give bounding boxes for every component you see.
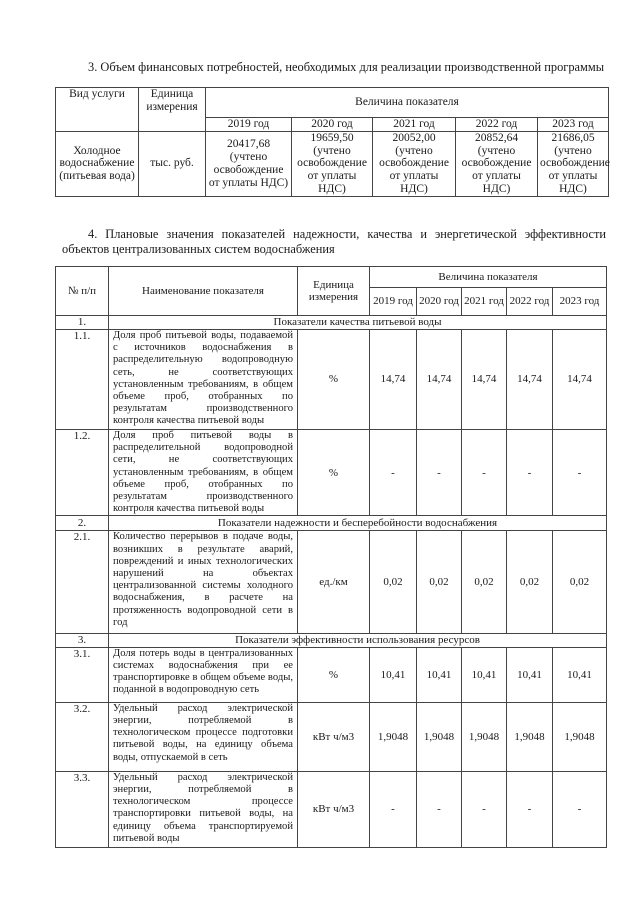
row-value: 1,9048 <box>462 702 507 771</box>
row-value: 1,9048 <box>370 702 417 771</box>
service-cell: Холодное водоснабжение (питьевая вода) <box>56 131 139 196</box>
row-value: 0,02 <box>507 531 553 634</box>
row-value: 14,74 <box>553 330 607 430</box>
row-num: 1.2. <box>56 430 109 516</box>
table-row <box>56 131 609 196</box>
table-row <box>56 647 607 702</box>
row-unit: кВт ч/м3 <box>298 702 370 771</box>
row-name: Удельный расход электрической энергии, потребляемой в технологическом процессе подготовки питьевой воды, на единицу объема воды, отпускаемой в сеть <box>109 702 298 771</box>
value-cell <box>456 131 538 196</box>
section-row <box>56 516 607 531</box>
section-num: 2. <box>56 516 109 531</box>
note: (учтено освобождение от уплаты НДС) <box>208 150 289 189</box>
row-value: - <box>553 771 607 847</box>
row-value: 14,74 <box>370 330 417 430</box>
section-title: Показатели качества питьевой воды <box>109 316 607 330</box>
header-value-group: Величина показателя <box>370 267 607 288</box>
amount: 20417,68 <box>226 138 271 151</box>
header-unit: Единица измерения <box>139 88 206 132</box>
note: (учтено освобождение от уплаты НДС) <box>461 144 532 195</box>
row-name: Доля потерь воды в централизованных системах водоснабжения при ее транспортировке в общем объеме воды, поданной в водопроводную сеть <box>109 647 298 702</box>
row-value: 14,74 <box>507 330 553 430</box>
table-row <box>56 531 607 634</box>
row-value: 10,41 <box>553 647 607 702</box>
row-value: 0,02 <box>370 531 417 634</box>
row-value: - <box>417 771 462 847</box>
table-row <box>56 702 607 771</box>
amount: 20052,00 <box>392 131 436 144</box>
row-value: 10,41 <box>507 647 553 702</box>
value-cell <box>373 131 456 196</box>
header-year: 2019 год <box>206 118 292 132</box>
amount: 19659,50 <box>310 131 354 144</box>
header-year: 2020 год <box>417 288 462 316</box>
value-cell <box>206 131 292 196</box>
value-cell <box>292 131 373 196</box>
financial-needs-table <box>55 87 609 197</box>
header-year: 2019 год <box>370 288 417 316</box>
note: (учтено освобождение от уплаты НДС) <box>540 144 610 195</box>
row-num: 3.3. <box>56 771 109 847</box>
unit-cell: тыс. руб. <box>139 131 206 196</box>
header-unit: Единица измерения <box>298 267 370 316</box>
section-row <box>56 316 607 330</box>
row-value: 1,9048 <box>507 702 553 771</box>
row-value: 1,9048 <box>553 702 607 771</box>
amount: 20852,64 <box>474 131 519 144</box>
header-num: № п/п <box>56 267 109 316</box>
row-unit: кВт ч/м3 <box>298 771 370 847</box>
row-value: 0,02 <box>553 531 607 634</box>
row-name: Доля проб питьевой воды, подаваемой с источников водоснабжения в распределительную водопроводную сеть, не соответствующих установленным требованиям, в общем объеме проб, отобранных по результатам производственного контроля качества питьевой воды <box>109 330 298 430</box>
row-unit: % <box>298 430 370 516</box>
row-value: 1,9048 <box>417 702 462 771</box>
section4-heading: 4. Плановые значения показателей надежности, качества и энергетической эффективности объектов централизованных систем водоснабжения <box>62 227 606 256</box>
row-value: 14,74 <box>417 330 462 430</box>
header-year: 2023 год <box>553 288 607 316</box>
header-year: 2022 год <box>507 288 553 316</box>
row-name: Доля проб питьевой воды в распределительной водопроводной сети, не соответствующих установленным требованиям, в общем объеме проб, отобранных по результатам производственного контроля качества питьевой воды <box>109 430 298 516</box>
indicators-table <box>55 266 607 848</box>
row-value: 0,02 <box>417 531 462 634</box>
row-value: 0,02 <box>462 531 507 634</box>
header-year: 2021 год <box>462 288 507 316</box>
row-num: 1.1. <box>56 330 109 430</box>
table-row <box>56 771 607 847</box>
row-value: 14,74 <box>462 330 507 430</box>
header-service: Вид услуги <box>56 88 139 132</box>
row-value: 10,41 <box>462 647 507 702</box>
row-unit: % <box>298 330 370 430</box>
row-num: 3.1. <box>56 647 109 702</box>
table-row <box>56 430 607 516</box>
row-name: Удельный расход электрической энергии, потребляемой в технологическом процессе транспортировки питьевой воды, на единицу объема транспортируемой питьевой воды <box>109 771 298 847</box>
header-value-group: Величина показателя <box>206 88 609 118</box>
row-value: - <box>462 771 507 847</box>
note: (учтено освобождение от уплаты НДС) <box>379 144 449 195</box>
amount: 21686,05 <box>551 131 595 144</box>
note: (учтено освобождение от уплаты НДС) <box>297 144 367 195</box>
row-value: - <box>462 430 507 516</box>
section-num: 1. <box>56 316 109 330</box>
row-value: - <box>417 430 462 516</box>
row-value: 10,41 <box>370 647 417 702</box>
row-unit: ед./км <box>298 531 370 634</box>
header-name: Наименование показателя <box>109 267 298 316</box>
row-value: - <box>553 430 607 516</box>
header-year: 2021 год <box>373 118 456 132</box>
header-year: 2023 год <box>538 118 609 132</box>
row-name: Количество перерывов в подаче воды, возникших в результате аварий, повреждений и иных технологических нарушений на объектах централизованной системы холодного водоснабжения, в расчете на протяженность водопроводной сети в год <box>109 531 298 634</box>
section-row <box>56 634 607 647</box>
row-value: - <box>507 430 553 516</box>
header-year: 2022 год <box>456 118 538 132</box>
row-num: 2.1. <box>56 531 109 634</box>
section-title: Показатели надежности и бесперебойности водоснабжения <box>109 516 607 531</box>
row-value: - <box>370 430 417 516</box>
row-unit: % <box>298 647 370 702</box>
section-title: Показатели эффективности использования ресурсов <box>109 634 607 647</box>
row-value: - <box>370 771 417 847</box>
table-row <box>56 330 607 430</box>
row-value: 10,41 <box>417 647 462 702</box>
value-cell <box>538 131 609 196</box>
row-value: - <box>507 771 553 847</box>
section3-heading: 3. Объем финансовых потребностей, необходимых для реализации производственной программы <box>88 60 605 74</box>
header-year: 2020 год <box>292 118 373 132</box>
section-num: 3. <box>56 634 109 647</box>
row-num: 3.2. <box>56 702 109 771</box>
